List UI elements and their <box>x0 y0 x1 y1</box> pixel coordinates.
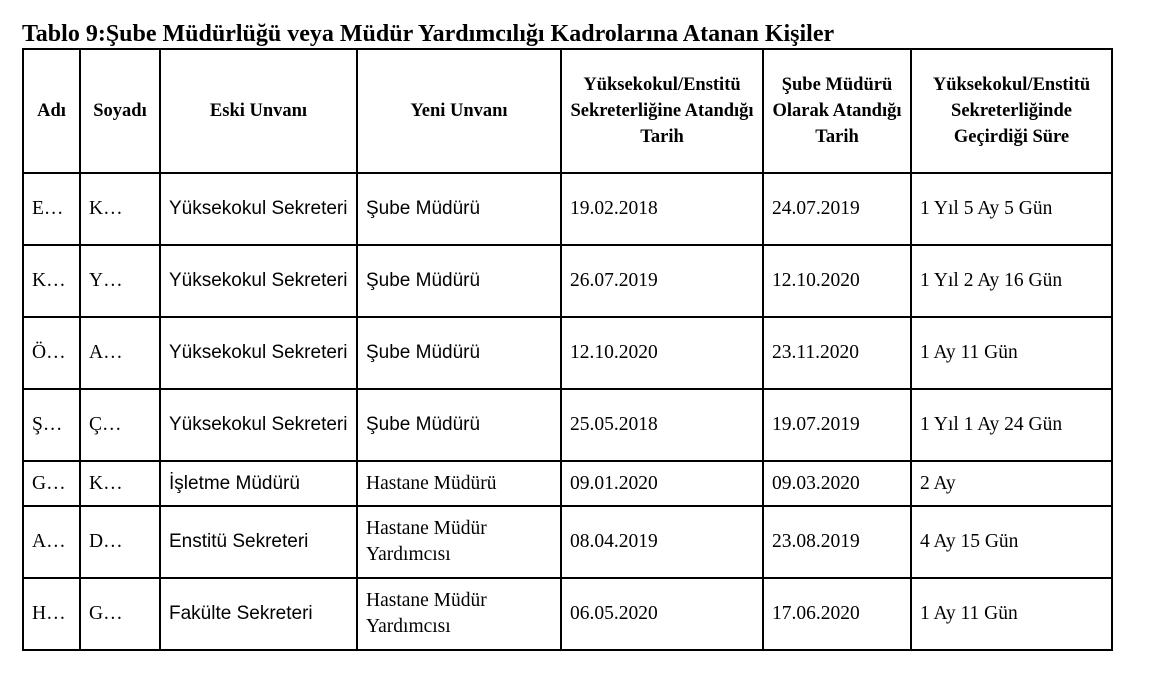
cell-yeni-unvan: Hastane Müdür Yardımcısı <box>357 506 561 578</box>
cell-sube-tarihi: 12.10.2020 <box>763 245 911 317</box>
header-row <box>23 49 1112 173</box>
appointments-table <box>22 48 1113 651</box>
cell-yeni-unvan: Şube Müdürü <box>357 389 561 461</box>
header-sure: Yüksekokul/Enstitü Sekreterliğinde Geçirdiği Süre <box>911 49 1112 173</box>
cell-soyadi: K… <box>80 461 160 506</box>
table-row <box>23 461 1112 506</box>
cell-soyadi: G… <box>80 578 160 650</box>
table-row <box>23 506 1112 578</box>
cell-sekreterlik-tarihi: 08.04.2019 <box>561 506 763 578</box>
cell-sekreterlik-tarihi: 25.05.2018 <box>561 389 763 461</box>
cell-adi: A… <box>23 506 80 578</box>
header-eski-unvani: Eski Unvanı <box>160 49 357 173</box>
cell-sube-tarihi: 23.08.2019 <box>763 506 911 578</box>
table-row <box>23 389 1112 461</box>
cell-sure: 2 Ay <box>911 461 1112 506</box>
cell-soyadi: Ç… <box>80 389 160 461</box>
cell-eski-unvan: Yüksekokul Sekreteri <box>160 245 357 317</box>
cell-sekreterlik-tarihi: 19.02.2018 <box>561 173 763 245</box>
cell-eski-unvan: Yüksekokul Sekreteri <box>160 389 357 461</box>
cell-adi: K… <box>23 245 80 317</box>
header-adi: Adı <box>23 49 80 173</box>
cell-yeni-unvan: Şube Müdürü <box>357 317 561 389</box>
table-row <box>23 245 1112 317</box>
cell-sube-tarihi: 17.06.2020 <box>763 578 911 650</box>
cell-adi: Ö… <box>23 317 80 389</box>
cell-sure: 1 Ay 11 Gün <box>911 578 1112 650</box>
table-row <box>23 578 1112 650</box>
cell-sekreterlik-tarihi: 06.05.2020 <box>561 578 763 650</box>
cell-sure: 1 Yıl 1 Ay 24 Gün <box>911 389 1112 461</box>
table-row <box>23 317 1112 389</box>
cell-sure: 1 Yıl 5 Ay 5 Gün <box>911 173 1112 245</box>
cell-sube-tarihi: 19.07.2019 <box>763 389 911 461</box>
cell-eski-unvan: Enstitü Sekreteri <box>160 506 357 578</box>
cell-adi: H… <box>23 578 80 650</box>
table-row <box>23 173 1112 245</box>
cell-sekreterlik-tarihi: 26.07.2019 <box>561 245 763 317</box>
cell-sekreterlik-tarihi: 09.01.2020 <box>561 461 763 506</box>
cell-yeni-unvan: Hastane Müdür Yardımcısı <box>357 578 561 650</box>
header-yeni-unvani: Yeni Unvanı <box>357 49 561 173</box>
cell-soyadi: D… <box>80 506 160 578</box>
cell-eski-unvan: İşletme Müdürü <box>160 461 357 506</box>
cell-sure: 4 Ay 15 Gün <box>911 506 1112 578</box>
cell-soyadi: K… <box>80 173 160 245</box>
cell-sure: 1 Ay 11 Gün <box>911 317 1112 389</box>
cell-yeni-unvan: Şube Müdürü <box>357 245 561 317</box>
cell-sube-tarihi: 09.03.2020 <box>763 461 911 506</box>
cell-adi: Ş… <box>23 389 80 461</box>
cell-eski-unvan: Yüksekokul Sekreteri <box>160 173 357 245</box>
header-sube-tarihi: Şube Müdürü Olarak Atandığı Tarih <box>763 49 911 173</box>
cell-soyadi: Y… <box>80 245 160 317</box>
cell-sube-tarihi: 24.07.2019 <box>763 173 911 245</box>
cell-adi: E… <box>23 173 80 245</box>
cell-sekreterlik-tarihi: 12.10.2020 <box>561 317 763 389</box>
header-sekreterlik-tarihi: Yüksekokul/Enstitü Sekreterliğine Atandığı Tarih <box>561 49 763 173</box>
table-title: Tablo 9:Şube Müdürlüğü veya Müdür Yardımcılığı Kadrolarına Atanan Kişiler <box>22 21 835 47</box>
cell-eski-unvan: Yüksekokul Sekreteri <box>160 317 357 389</box>
cell-yeni-unvan: Hastane Müdürü <box>357 461 561 506</box>
cell-sube-tarihi: 23.11.2020 <box>763 317 911 389</box>
cell-eski-unvan: Fakülte Sekreteri <box>160 578 357 650</box>
cell-adi: G… <box>23 461 80 506</box>
cell-yeni-unvan: Şube Müdürü <box>357 173 561 245</box>
header-soyadi: Soyadı <box>80 49 160 173</box>
cell-soyadi: A… <box>80 317 160 389</box>
cell-sure: 1 Yıl 2 Ay 16 Gün <box>911 245 1112 317</box>
